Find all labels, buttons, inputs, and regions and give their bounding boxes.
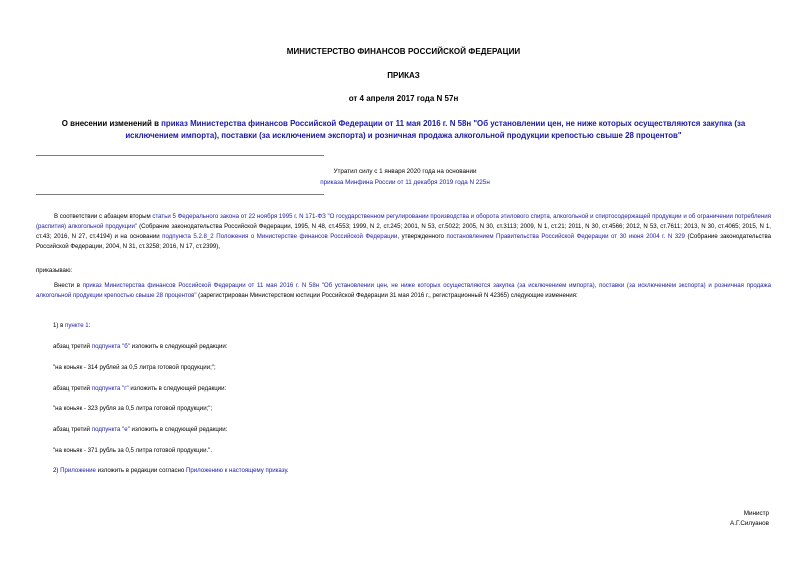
basis-text-1: В соответствии с абзацем вторым [54, 213, 153, 220]
divider-top [36, 155, 324, 156]
status-note-link-line [240, 178, 570, 188]
item-text: изложить в следующей редакции: [129, 426, 228, 433]
item-text: изложить в следующей редакции: [128, 385, 227, 392]
list-item: "на коньяк - 314 рублей за 0,5 литра готовой продукции;"; [53, 364, 216, 371]
amended-order-link[interactable]: приказ Министерства финансов Российской Федерации от 11 мая 2016 г. N 58н "Об установлении цен, не ниже которых осуществляются закупка (за исключением импорта), поставки (за исключением экспорта) и розничная продажа алкогольной продукции крепостью свыше 28 процентов" [36, 282, 771, 299]
doc-title [36, 118, 771, 141]
ministry-regulation-link[interactable]: подпункта 5.2.8_2 Положения о Министерстве финансов Российской Федерации [162, 233, 398, 240]
doc-date-number: от 4 апреля 2017 года N 57н [348, 94, 459, 103]
list-item [53, 425, 227, 435]
signature-name: А.Г.Силуанов [730, 520, 769, 527]
basis-paragraph [36, 212, 771, 252]
item-text: абзац третий [53, 426, 92, 433]
point-1-link[interactable]: пункте 1 [65, 322, 89, 329]
appendix-to-order-link[interactable]: Приложению к настоящему приказу [186, 467, 287, 474]
subpoint-g-link[interactable]: подпункта "г" [91, 385, 129, 392]
item-text: изложить в следующей редакции: [129, 343, 228, 350]
list-item [53, 384, 226, 394]
amend-text-1: Внести в [54, 282, 83, 289]
item-text: абзац третий [53, 385, 92, 392]
signature-position: Министр [743, 510, 769, 517]
divider-bottom [36, 194, 324, 195]
item-text: . [286, 467, 289, 474]
list-item: "на коньяк - 323 рубля за 0,5 литра готовой продукции;"; [53, 405, 213, 412]
ministry-header: МИНИСТЕРСТВО ФИНАНСОВ РОССИЙСКОЙ ФЕДЕРАЦИИ [286, 47, 521, 56]
item-text: абзац третий [53, 343, 92, 350]
doc-type: ПРИКАЗ [387, 71, 420, 80]
appendix-link[interactable]: Приложение [60, 467, 96, 474]
government-decree-link[interactable]: постановлением Правительства Российской Федерации от 30 июня 2004 г. N 329 [446, 233, 685, 240]
title-order-link[interactable]: приказ Министерства финансов Российской Федерации от 11 мая 2016 г. N 58н "Об установлении цен, не ниже которых осуществляются закупка (за исключением импорта), поставки (за исключением экспорта) и розничная продажа алкогольной продукции крепостью свыше 28 процентов" [125, 119, 746, 140]
list-item [53, 321, 90, 331]
federal-law-link[interactable]: статьи 5 Федерального закона от 22 ноября 1995 г. N 171-ФЗ "О государственном регулировании производства и оборота этилового спирта, алкогольной и спиртосодержащей продукции и об ограничении потребления (распития) алкогольной продукции" [36, 213, 771, 230]
order-word: приказываю: [36, 267, 73, 274]
subpoint-b-link[interactable]: подпункта "б" [91, 343, 130, 350]
item-text: : [88, 322, 91, 329]
repeal-order-link[interactable]: приказа Минфина России от 11 декабря 2019 года N 225н [320, 179, 490, 186]
basis-text-4: (Собрание законодательства Российской Федерации, 2004, N 31, ст.3258; 2016, N 17, ст.2399), [36, 233, 772, 250]
basis-text-2: (Собрание законодательства Российской Федерации, 1995, N 48, ст.4553; 1999, N 2, ст.245; 2001, N 53, ст.5022; 2005, N 30, ст.3113; 2009, N 1, ст.21; 2011, N 30, ст.4566; 2012, N 53, ст.7611; 2013, N 30, ст.4065; 2015, N 1, ст.43; 2016, N 27, ст.4194) и на основании [36, 223, 771, 240]
item-text: изложить в редакции согласно [95, 467, 186, 474]
amend-text-2: (зарегистрирован Министерством юстиции Российской Федерации 31 мая 2016 г., регистрационный N 42365) следующие изменения: [196, 292, 578, 299]
list-item [53, 342, 228, 352]
status-note: Утратил силу с 1 января 2020 года на основании [333, 168, 477, 175]
amend-paragraph [36, 281, 771, 301]
title-prefix: О внесении изменений в [61, 119, 162, 128]
list-item: "на коньяк - 371 рубль за 0,5 литра готовой продукции.". [53, 447, 213, 454]
basis-text-3: , утвержденного [397, 233, 447, 240]
subpoint-e-link[interactable]: подпункта "е" [91, 426, 130, 433]
item-text: 1) в [53, 322, 66, 329]
list-item [53, 466, 289, 476]
item-text: 2) [53, 467, 61, 474]
